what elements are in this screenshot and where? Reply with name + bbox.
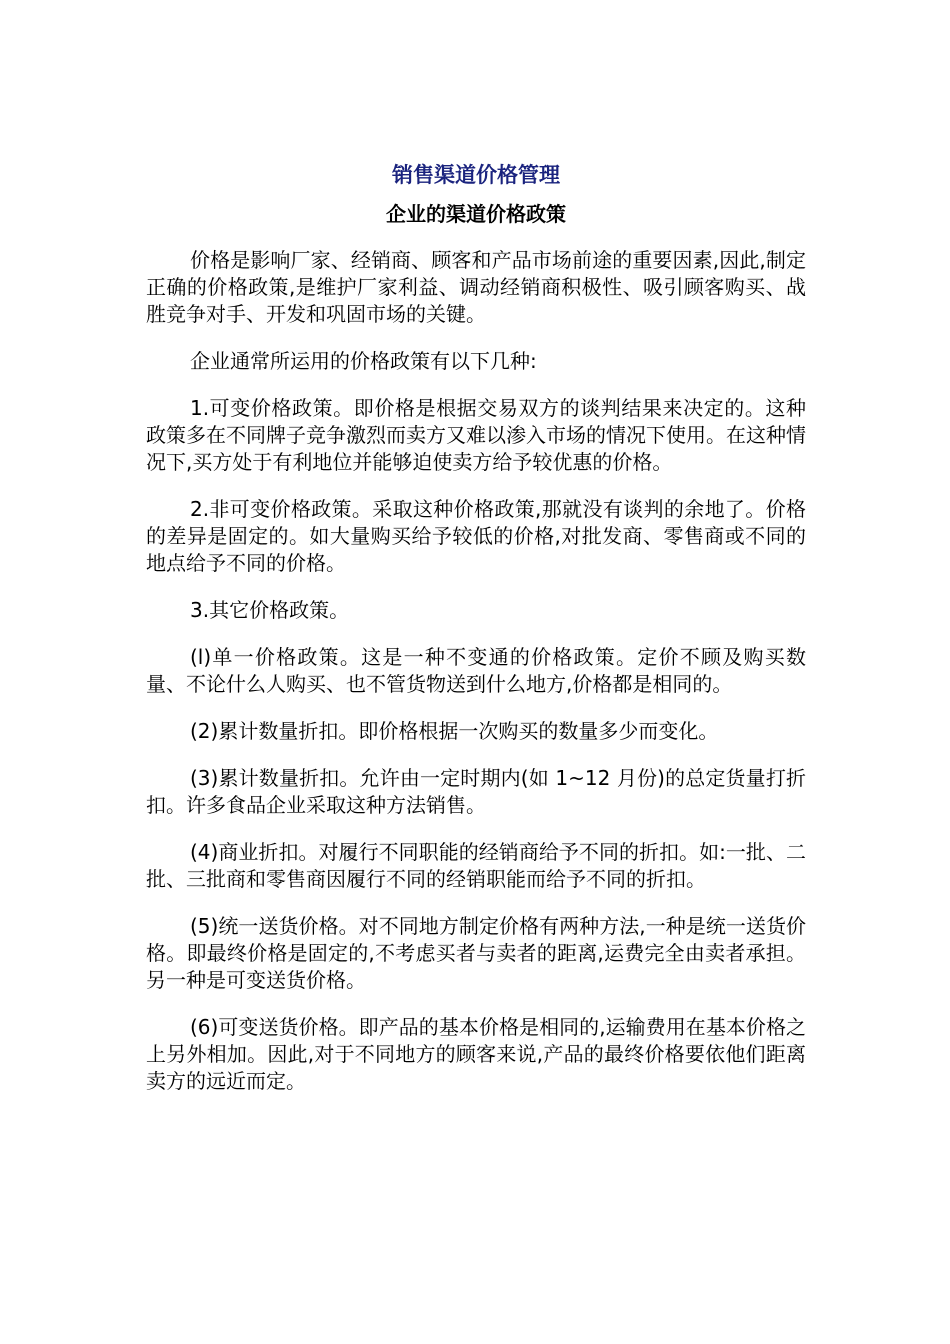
paragraph-variable-delivered-price: (6)可变送货价格。即产品的基本价格是相同的,运输费用在基本价格之上另外相加。因此,对于不同地方的顾客来说,产品的最终价格要依他们距离卖方的远近而定。 <box>146 1015 806 1093</box>
paragraph-uniform-delivered-price: (5)统一送货价格。对不同地方制定价格有两种方法,一种是统一送货价格。即最终价格是固定的,不考虑买者与卖者的距离,运费完全由卖者承担。另一种是可变送货价格。 <box>146 914 806 992</box>
paragraph-policy-list-lead: 企业通常所运用的价格政策有以下几种: <box>190 349 537 373</box>
paragraph-trade-discount: (4)商业折扣。对履行不同职能的经销商给予不同的折扣。如:一批、二批、三批商和零售商因履行不同的经销职能而给予不同的折扣。 <box>146 840 806 891</box>
paragraph-quantity-discount: (2)累计数量折扣。即价格根据一次购买的数量多少而变化。 <box>190 719 719 743</box>
paragraph-intro: 价格是影响厂家、经销商、顾客和产品市场前途的重要因素,因此,制定正确的价格政策,是维护厂家利益、调动经销商积极性、吸引顾客购买、战胜竞争对手、开发和巩固市场的关键。 <box>146 248 806 326</box>
paragraph-other-policies: 3.其它价格政策。 <box>190 598 350 622</box>
paragraph-fixed-price-policy: 2.非可变价格政策。采取这种价格政策,那就没有谈判的余地了。价格的差异是固定的。如大量购买给予较低的价格,对批发商、零售商或不同的地点给予不同的价格。 <box>146 497 806 575</box>
document-subtitle: 企业的渠道价格政策 <box>386 202 566 226</box>
paragraph-cumulative-discount: (3)累计数量折扣。允许由一定时期内(如 1~12 月份)的总定货量打折扣。许多食品企业采取这种方法销售。 <box>146 766 806 817</box>
document-page <box>146 160 806 1115</box>
paragraph-variable-price-policy: 1.可变价格政策。即价格是根据交易双方的谈判结果来决定的。这种政策多在不同牌子竞争激烈而卖方又难以渗入市场的情况下使用。在这种情况下,买方处于有利地位并能够迫使卖方给予较优惠的价格。 <box>146 396 806 474</box>
document-title: 销售渠道价格管理 <box>392 163 560 187</box>
paragraph-single-price-policy: (l)单一价格政策。这是一种不变通的价格政策。定价不顾及购买数量、不论什么人购买、也不管货物送到什么地方,价格都是相同的。 <box>146 645 806 696</box>
